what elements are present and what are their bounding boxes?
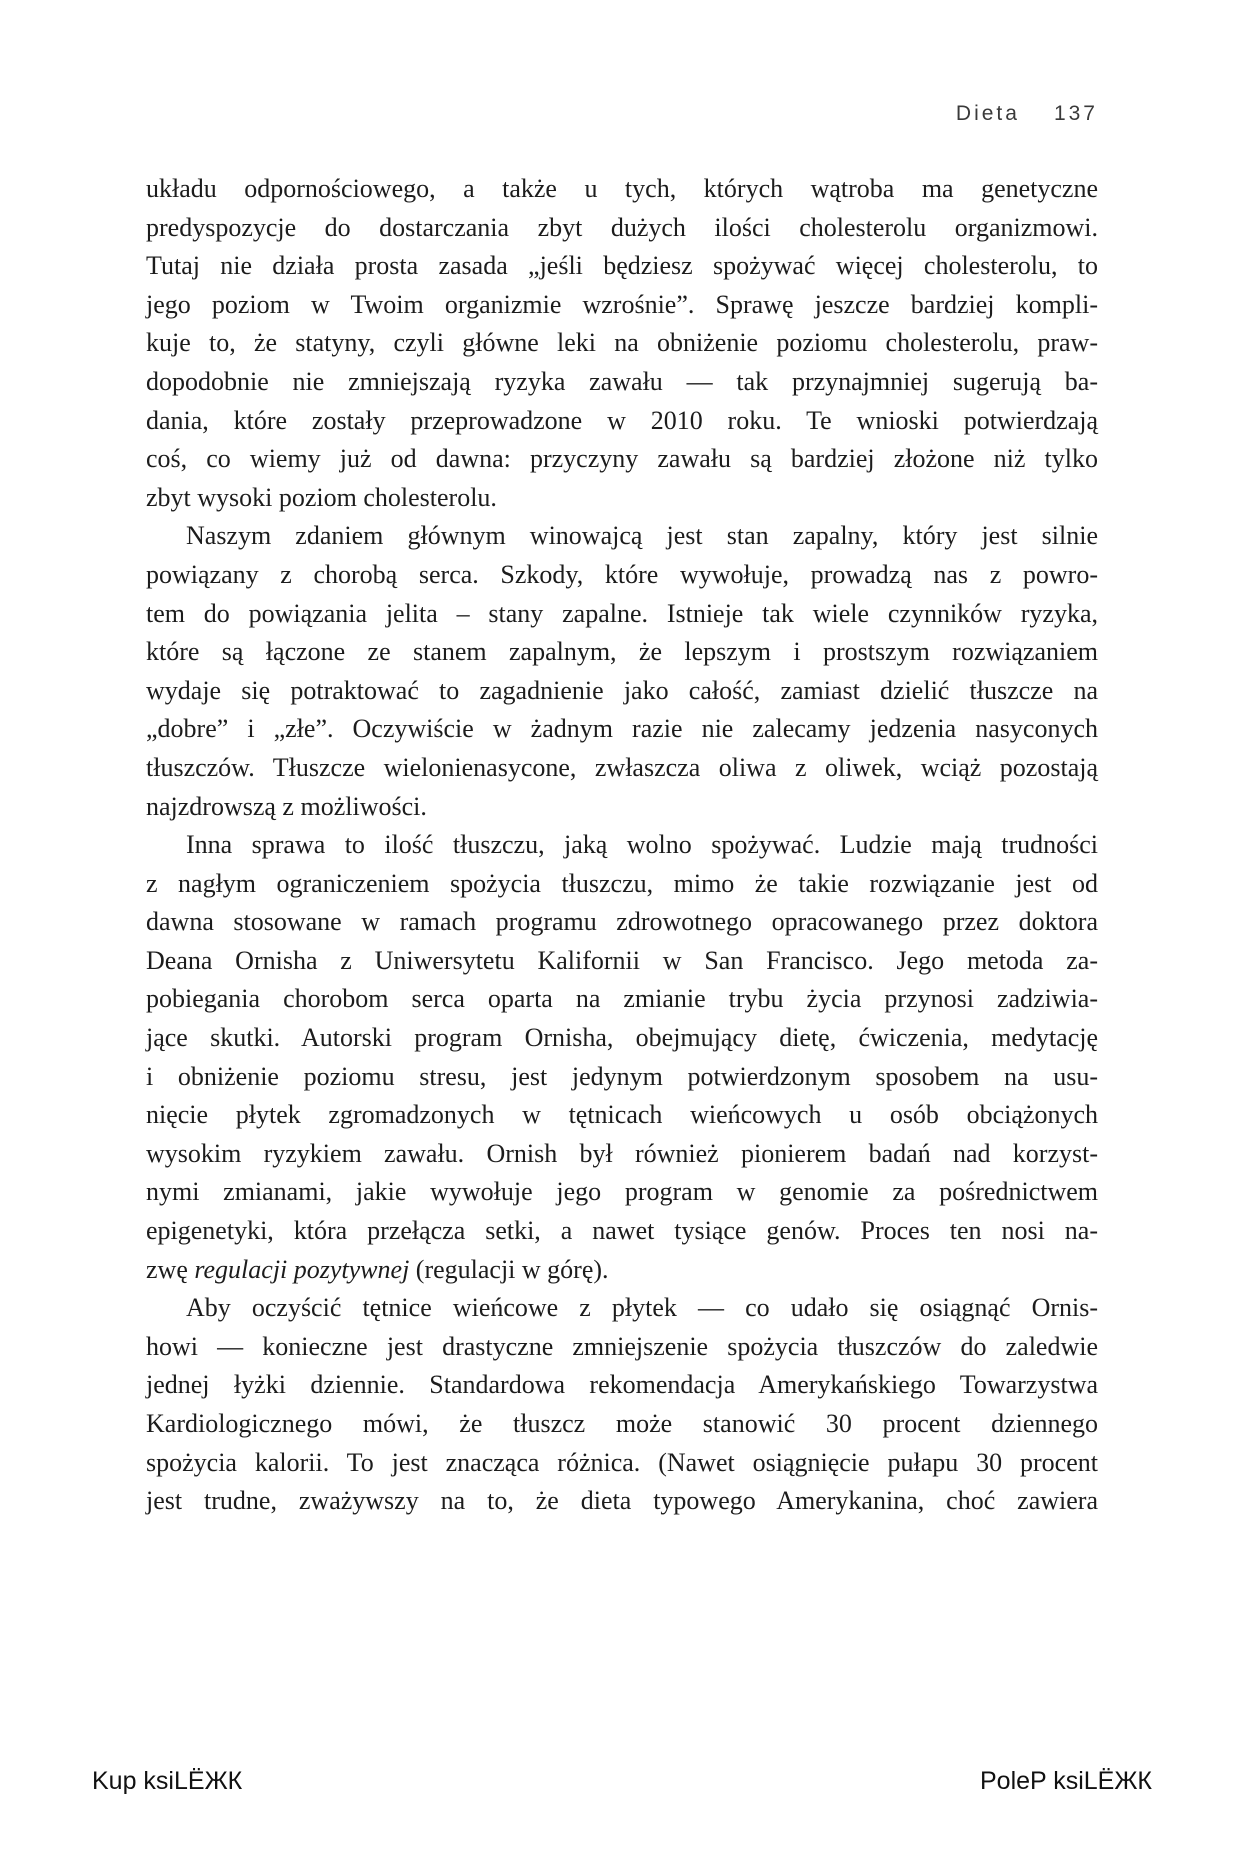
text-line: predyspozycje do dostarczania zbyt dużych ilości cholesterolu organizmowi.	[146, 212, 1098, 242]
text-line: „dobre” i „złe”. Oczywiście w żadnym razie nie zalecamy jedzenia nasyconych	[146, 714, 1098, 744]
text-line: Aby oczyścić tętnice wieńcowe z płytek — co udało się osiągnąć Ornis-	[186, 1293, 1098, 1323]
paragraph-3	[146, 826, 1098, 1289]
text-line: zbyt wysoki poziom cholesterolu.	[146, 482, 497, 512]
page-number: 137	[1053, 102, 1098, 125]
text-line: dawna stosowane w ramach programu zdrowotnego opracowanego przez doktora	[146, 907, 1098, 937]
text-run: zwę	[146, 1254, 195, 1284]
buy-book-link[interactable]: Kup ksiLЁЖК	[92, 1767, 243, 1795]
text-line: nymi zmianami, jakie wywołuje jego program w genomie za pośrednictwem	[146, 1177, 1098, 1207]
text-line: tłuszczów. Tłuszcze wielonienasycone, zwłaszcza oliwa z oliwek, wciąż pozostają	[146, 752, 1098, 782]
text-line: Naszym zdaniem głównym winowajcą jest stan zapalny, który jest silnie	[186, 521, 1098, 551]
text-line: epigenetyki, która przełącza setki, a nawet tysiące genów. Proces ten nosi na-	[146, 1216, 1098, 1246]
text-line: Deana Ornisha z Uniwersytetu Kalifornii w San Francisco. Jego metoda za-	[146, 945, 1098, 975]
section-title: Dieta	[955, 102, 1020, 125]
running-header	[956, 102, 1098, 126]
text-line: jednej łyżki dziennie. Standardowa rekomendacja Amerykańskiego Towarzystwa	[146, 1370, 1098, 1400]
paragraph-1	[146, 170, 1098, 517]
text-line: jego poziom w Twoim organizmie wzrośnie”. Sprawę jeszcze bardziej kompli-	[146, 289, 1098, 319]
text-line: pobiegania chorobom serca oparta na zmianie trybu życia przynosi zadziwia-	[146, 984, 1098, 1014]
text-line: Inna sprawa to ilość tłuszczu, jaką wolno spożywać. Ludzie mają trudności	[186, 830, 1098, 860]
text-line: jest trudne, zważywszy na to, że dieta typowego Amerykanina, choć zawiera	[146, 1486, 1098, 1516]
text-line: najzdrowszą z możliwości.	[146, 791, 427, 821]
body-text	[146, 170, 1098, 1521]
text-line: wydaje się potraktować to zagadnienie jako całość, zamiast dzielić tłuszcze na	[146, 675, 1098, 705]
text-line: coś, co wiemy już od dawna: przyczyny zawału są bardziej złożone niż tylko	[146, 444, 1098, 474]
text-line: spożycia kalorii. To jest znacząca różnica. (Nawet osiągnięcie pułapu 30 procent	[146, 1447, 1098, 1477]
text-line: dopodobnie nie zmniejszają ryzyka zawału — tak przynajmniej sugerują ba-	[146, 366, 1098, 396]
paragraph-4	[146, 1289, 1098, 1521]
text-line: dania, które zostały przeprowadzone w 2010 roku. Te wnioski potwierdzają	[146, 405, 1098, 435]
text-line: nięcie płytek zgromadzonych w tętnicach wieńcowych u osób obciążonych	[146, 1100, 1098, 1130]
text-run: (regulacji w górę).	[409, 1254, 609, 1284]
italic-term: regulacji pozytywnej	[194, 1254, 410, 1284]
text-line: układu odpornościowego, a także u tych, których wątroba ma genetyczne	[146, 174, 1098, 203]
text-line: wysokim ryzykiem zawału. Ornish był również pionierem badań nad korzyst-	[146, 1138, 1098, 1168]
text-line: i obniżenie poziomu stresu, jest jedynym potwierdzonym sposobem na usu-	[146, 1061, 1098, 1091]
text-line: Tutaj nie działa prosta zasada „jeśli będziesz spożywać więcej cholesterolu, to	[146, 251, 1098, 281]
paragraph-2	[146, 517, 1098, 826]
text-line: kuje to, że statyny, czyli główne leki na obniżenie poziomu cholesterolu, praw-	[146, 328, 1098, 358]
text-line: powiązany z chorobą serca. Szkody, które wywołuje, prowadzą nas z powro-	[146, 559, 1098, 589]
text-line: howi — konieczne jest drastyczne zmniejszenie spożycia tłuszczów do zaledwie	[146, 1331, 1098, 1361]
text-line: tem do powiązania jelita – stany zapalne. Istnieje tak wiele czynników ryzyka,	[146, 598, 1098, 628]
text-line	[146, 1251, 1098, 1290]
text-line: jące skutki. Autorski program Ornisha, obejmujący dietę, ćwiczenia, medytację	[146, 1023, 1098, 1053]
text-line: które są łączone ze stanem zapalnym, że lepszym i prostszym rozwiązaniem	[146, 637, 1098, 667]
recommend-book-link[interactable]: PoleP ksiLЁЖК	[980, 1767, 1152, 1795]
text-line: z nagłym ograniczeniem spożycia tłuszczu, mimo że takie rozwiązanie jest od	[146, 868, 1098, 898]
text-line: Kardiologicznego mówi, że tłuszcz może stanowić 30 procent dziennego	[146, 1409, 1098, 1438]
